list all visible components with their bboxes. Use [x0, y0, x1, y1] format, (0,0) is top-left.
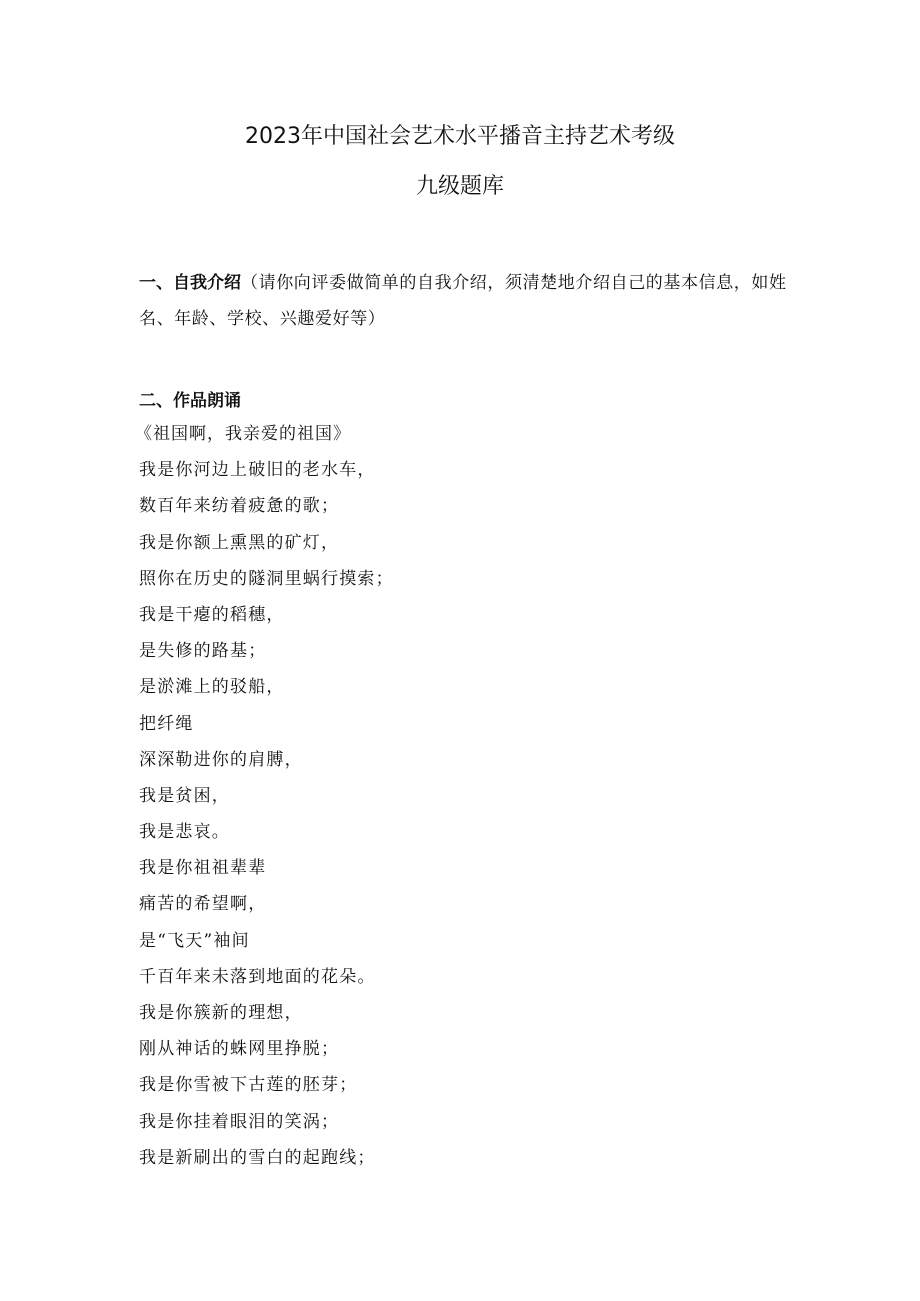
- poem-line: 把纤绳: [139, 713, 194, 734]
- poem-line: 是“飞天”袖间: [139, 930, 250, 951]
- section-heading-self-introduction: 一、自我介绍: [139, 273, 241, 293]
- poem-lines: [139, 452, 789, 1176]
- poem-line: 深深勒进你的肩膊，: [139, 749, 303, 770]
- poem-line: 我是贫困，: [139, 785, 230, 806]
- poem-line: 痛苦的希望啊，: [139, 894, 267, 915]
- poem-line: 是淤滩上的驳船，: [139, 677, 285, 698]
- document-title: 2023年中国社会艺术水平播音主持艺术考级: [245, 124, 675, 149]
- poem-line: 我是你挂着眼泪的笑涡；: [139, 1111, 340, 1132]
- section-heading-recitation: 二、作品朗诵: [139, 391, 241, 411]
- poem-line: 我是你祖祖辈辈: [139, 858, 267, 879]
- poem-line: 照你在历史的隧洞里蜗行摸索；: [139, 568, 394, 589]
- poem-line: 刚从神话的蛛网里挣脱；: [139, 1039, 340, 1060]
- poem-line: 我是你簇新的理想，: [139, 1003, 303, 1023]
- poem-line: 我是悲哀。: [139, 822, 230, 843]
- poem-line: 千百年来未落到地面的花朵。: [139, 966, 376, 987]
- poem-line: 我是你河边上破旧的老水车，: [139, 460, 376, 481]
- poem-line: 我是你额上熏黑的矿灯，: [139, 532, 340, 553]
- poem-line: 我是新刷出的雪白的起跑线；: [139, 1147, 376, 1168]
- section-recitation: [135, 386, 789, 1176]
- document-subtitle: 九级题库: [415, 174, 504, 199]
- poem-line: 我是你雪被下古莲的胚芽；: [139, 1075, 358, 1096]
- poem-line: 是失修的路基；: [139, 641, 267, 662]
- poem-title: 《祖国啊，我亲爱的祖国》: [135, 424, 351, 444]
- section-self-introduction: [139, 265, 789, 337]
- poem-line: 我是干瘪的稻穗，: [139, 604, 285, 625]
- poem-line: 数百年来纺着疲惫的歌；: [139, 496, 340, 517]
- self-introduction-instructions: （请你向评委做简单的自我介绍，须清楚地介绍自己的基本信息，如姓名、年龄、学校、兴趣爱好等）: [139, 273, 787, 329]
